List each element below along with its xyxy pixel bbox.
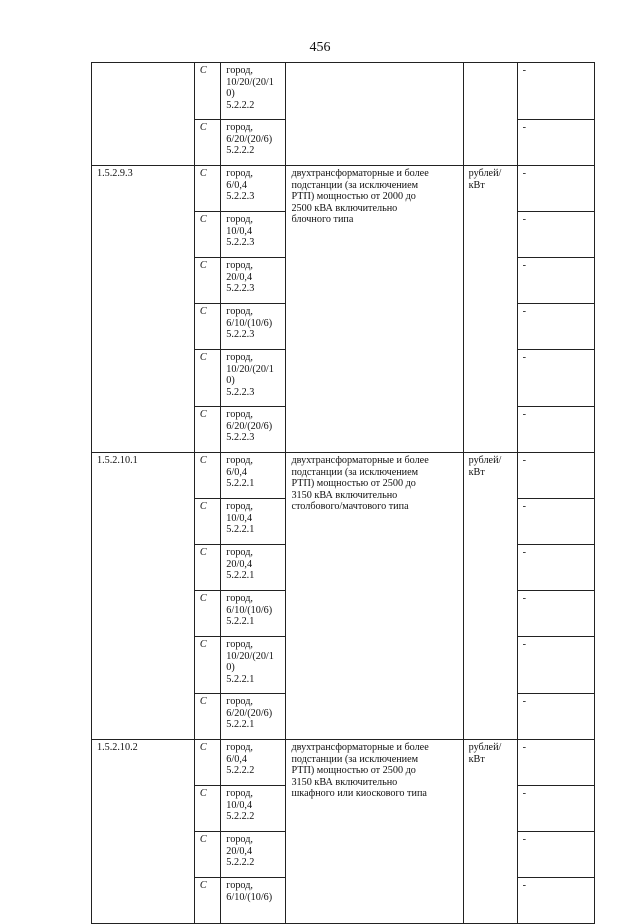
row-voltage-level [221, 545, 286, 591]
row-voltage-level [221, 120, 286, 166]
row-category: C [194, 258, 220, 304]
voltage-level-text: город, 6/10/(10/6) 5.2.2.3 [226, 306, 273, 341]
row-value: - [517, 786, 594, 832]
row-value: - [517, 694, 594, 740]
voltage-level-text: город, 6/10/(10/6) 5.2.2.1 [226, 593, 273, 628]
table-body [92, 63, 595, 924]
row-value: - [517, 166, 594, 212]
row-voltage-level [221, 740, 286, 786]
row-category: C [194, 740, 220, 786]
voltage-level-text: город, 20/0,4 5.2.2.1 [226, 547, 255, 582]
row-category: C [194, 591, 220, 637]
row-description [286, 740, 463, 924]
row-category: C [194, 212, 220, 258]
row-category: C [194, 407, 220, 453]
row-voltage-level [221, 453, 286, 499]
row-voltage-level [221, 878, 286, 924]
table-row [92, 740, 595, 786]
row-value: - [517, 350, 594, 407]
voltage-level-text: город, 6/0,4 5.2.2.3 [226, 168, 255, 203]
voltage-level-text: город, 10/20/(20/1 0) 5.2.2.1 [226, 639, 274, 685]
row-voltage-level [221, 166, 286, 212]
row-unit [463, 63, 517, 166]
voltage-level-text: город, 6/20/(20/6) 5.2.2.3 [226, 409, 273, 444]
voltage-level-text: город, 6/10/(10/6) [226, 880, 273, 903]
row-value: - [517, 637, 594, 694]
row-value: - [517, 304, 594, 350]
row-value: - [517, 63, 594, 120]
row-category: C [194, 499, 220, 545]
row-category: C [194, 637, 220, 694]
tariff-table [91, 62, 595, 924]
row-category: C [194, 545, 220, 591]
row-value: - [517, 740, 594, 786]
row-voltage-level [221, 786, 286, 832]
voltage-level-text: город, 10/0,4 5.2.2.3 [226, 214, 255, 249]
page-number: 456 [309, 40, 331, 55]
row-value: - [517, 878, 594, 924]
row-voltage-level [221, 63, 286, 120]
row-category: C [194, 878, 220, 924]
row-description [286, 166, 463, 453]
row-code [92, 63, 195, 166]
row-category: C [194, 694, 220, 740]
voltage-level-text: город, 10/0,4 5.2.2.2 [226, 788, 255, 823]
unit-text: рублей/ кВт [468, 742, 502, 765]
row-category: C [194, 166, 220, 212]
row-code: 1.5.2.9.3 [92, 166, 195, 453]
row-voltage-level [221, 304, 286, 350]
row-category: C [194, 453, 220, 499]
row-value: - [517, 591, 594, 637]
voltage-level-text: город, 20/0,4 5.2.2.3 [226, 260, 255, 295]
table-row [92, 453, 595, 499]
voltage-level-text: город, 10/0,4 5.2.2.1 [226, 501, 255, 536]
row-value: - [517, 212, 594, 258]
description-text: двухтрансформаторные и более подстанции (за исключением РТП) мощностью от 2500 до 3150 кВА включительно столбового/мачтового типа [291, 455, 429, 513]
row-category: C [194, 832, 220, 878]
description-text: двухтрансформаторные и более подстанции (за исключением РТП) мощностью от 2500 до 3150 кВА включительно шкафного или киоскового типа [291, 742, 429, 800]
row-value: - [517, 407, 594, 453]
row-value: - [517, 545, 594, 591]
voltage-level-text: город, 6/0,4 5.2.2.2 [226, 742, 255, 777]
row-category: C [194, 63, 220, 120]
row-value: - [517, 832, 594, 878]
table-row [92, 63, 595, 120]
row-unit [463, 453, 517, 740]
row-unit [463, 740, 517, 924]
voltage-level-text: город, 6/0,4 5.2.2.1 [226, 455, 255, 490]
row-voltage-level [221, 591, 286, 637]
row-voltage-level [221, 637, 286, 694]
voltage-level-text: город, 6/20/(20/6) 5.2.2.2 [226, 122, 273, 157]
row-category: C [194, 786, 220, 832]
row-value: - [517, 499, 594, 545]
voltage-level-text: город, 10/20/(20/1 0) 5.2.2.2 [226, 65, 274, 111]
row-voltage-level [221, 258, 286, 304]
voltage-level-text: город, 10/20/(20/1 0) 5.2.2.3 [226, 352, 274, 398]
voltage-level-text: город, 6/20/(20/6) 5.2.2.1 [226, 696, 273, 731]
row-voltage-level [221, 407, 286, 453]
row-code: 1.5.2.10.2 [92, 740, 195, 924]
row-voltage-level [221, 350, 286, 407]
row-description [286, 453, 463, 740]
row-category: C [194, 350, 220, 407]
row-value: - [517, 258, 594, 304]
row-voltage-level [221, 212, 286, 258]
row-voltage-level [221, 694, 286, 740]
voltage-level-text: город, 20/0,4 5.2.2.2 [226, 834, 255, 869]
row-value: - [517, 120, 594, 166]
row-code: 1.5.2.10.1 [92, 453, 195, 740]
row-voltage-level [221, 832, 286, 878]
row-unit [463, 166, 517, 453]
table-row [92, 166, 595, 212]
unit-text: рублей/ кВт [468, 168, 502, 191]
row-category: C [194, 304, 220, 350]
row-description [286, 63, 463, 166]
unit-text: рублей/ кВт [468, 455, 502, 478]
row-value: - [517, 453, 594, 499]
description-text: двухтрансформаторные и более подстанции (за исключением РТП) мощностью от 2000 до 2500 кВА включительно блочного типа [291, 168, 429, 226]
row-voltage-level [221, 499, 286, 545]
row-category: C [194, 120, 220, 166]
